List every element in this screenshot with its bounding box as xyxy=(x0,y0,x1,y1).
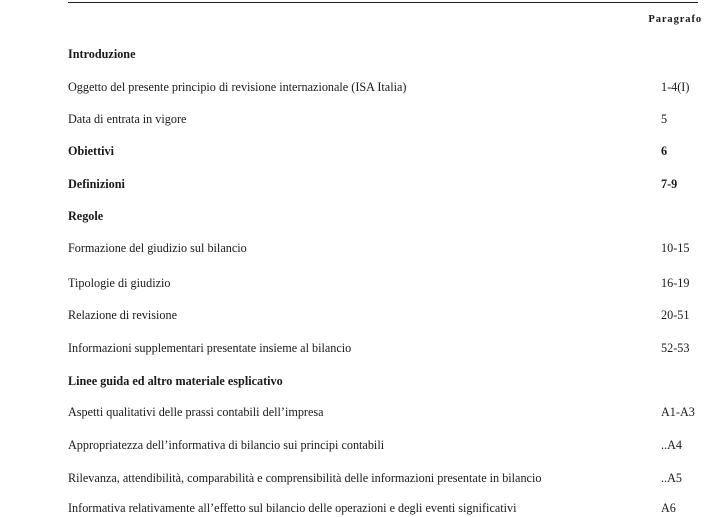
toc-section-introduzione xyxy=(68,45,698,63)
toc-label: Introduzione xyxy=(68,47,136,61)
toc-section-regole xyxy=(68,207,698,225)
toc-paragraph-ref: A6 xyxy=(661,501,676,515)
toc-item-oggetto xyxy=(68,78,698,96)
toc-label: Data di entrata in vigore xyxy=(68,112,187,126)
toc-label: Relazione di revisione xyxy=(68,308,177,322)
toc-paragraph-ref: 7-9 xyxy=(661,177,678,191)
toc-paragraph-ref: 20-51 xyxy=(661,308,690,322)
toc-label: Appropriatezza dell’informativa di bilancio sui principi contabili xyxy=(68,438,385,452)
toc-item-rilevanza-attendibilita xyxy=(68,469,698,487)
toc-paragraph-ref: 6 xyxy=(661,144,668,158)
toc-label: Definizioni xyxy=(68,177,125,191)
toc-paragraph-ref: 16-19 xyxy=(661,276,690,290)
toc-item-informativa-effetto xyxy=(68,499,698,517)
toc-paragraph-ref: ..A4 xyxy=(661,438,682,452)
toc-section-definizioni xyxy=(68,175,698,193)
toc-item-relazione-revisione xyxy=(68,306,698,324)
toc-label: Formazione del giudizio sul bilancio xyxy=(68,241,247,255)
toc-paragraph-ref: A1-A3 xyxy=(661,405,695,419)
toc-paragraph-ref: 52-53 xyxy=(661,341,690,355)
toc-section-obiettivi xyxy=(68,142,698,160)
toc-paragraph-ref: 1-4(I) xyxy=(661,80,690,94)
paragraph-column-header: Paragrafo xyxy=(648,14,702,25)
toc-label: Informativa relativamente all’effetto sul bilancio delle operazioni e degli eventi significativi xyxy=(68,501,517,515)
toc-label: Oggetto del presente principio di revisione internazionale (ISA Italia) xyxy=(68,80,407,94)
toc-label: Informazioni supplementari presentate insieme al bilancio xyxy=(68,341,352,355)
toc-item-aspetti-qualitativi xyxy=(68,403,698,421)
toc-label: Obiettivi xyxy=(68,144,115,158)
toc-section-linee-guida xyxy=(68,372,698,390)
toc-item-informazioni-supplementari xyxy=(68,339,698,357)
toc-item-data-entrata xyxy=(68,110,698,128)
toc-paragraph-ref: ..A5 xyxy=(661,471,682,485)
toc-paragraph-ref: 10-15 xyxy=(661,241,690,255)
top-rule xyxy=(68,2,698,3)
toc-label: Aspetti qualitativi delle prassi contabili dell’impresa xyxy=(68,405,324,419)
toc-item-tipologie-giudizio xyxy=(68,274,698,292)
toc-paragraph-ref: 5 xyxy=(661,112,668,126)
toc-item-appropriatezza-informativa xyxy=(68,436,698,454)
toc-label: Tipologie di giudizio xyxy=(68,276,171,290)
toc-label: Linee guida ed altro materiale esplicativo xyxy=(68,374,283,388)
toc-label: Regole xyxy=(68,209,104,223)
toc-label: Rilevanza, attendibilità, comparabilità e comprensibilità delle informazioni presentate in bilancio xyxy=(68,471,542,485)
toc-item-formazione-giudizio xyxy=(68,239,698,257)
